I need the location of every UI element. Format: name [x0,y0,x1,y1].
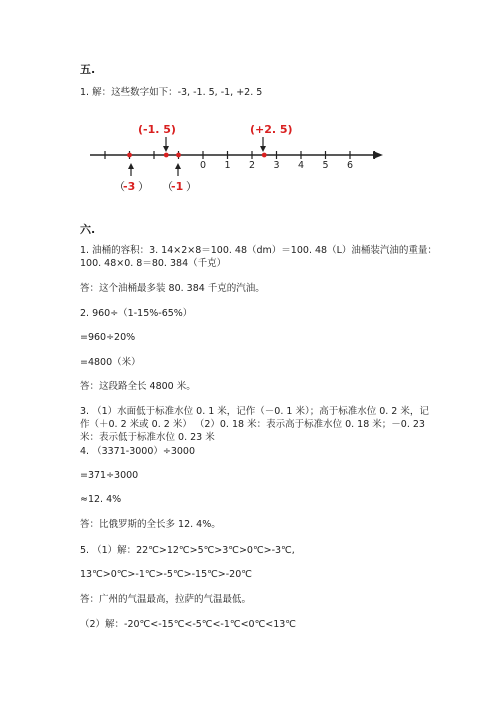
tick-label: 2 [249,160,256,171]
bottom-bracket-close-a: ） [138,180,149,193]
bottom-label-neg-1: -1 [171,180,184,193]
answer-line: 米：表示低于标准水位 0. 23 米 [80,432,215,443]
bottom-arrow-head-a [128,163,134,169]
answer-line: 4. （3371-3000）÷3000 [80,446,196,457]
tick-label: 6 [347,160,354,171]
answer-line: 3. （1）水面低于标准水位 0. 1 米，记作（－0. 1 米）；高于标准水位 0. 2 米，记 [80,406,429,417]
answer-line: （2）解：-20℃<-15℃<-5℃<-1℃<0℃<13℃ [80,619,296,630]
bottom-bracket-open-b: （ [162,180,173,193]
answer-line: ≈12. 4% [80,494,122,505]
answer-line: =371÷3000 [80,470,139,481]
answer-line: 答：比俄罗斯的全长多 12. 4%。 [80,519,221,530]
bottom-bracket-close-b: ） [186,180,197,193]
answer-line: 答：广州的气温最高，拉萨的气温最低。 [80,594,252,605]
answer-line: 13℃>0℃>-1℃>-5℃>-15℃>-20℃ [80,569,252,580]
tick-label: 3 [273,160,280,171]
tick-label: 4 [298,160,305,171]
bottom-label-neg-3: -3 [123,180,136,193]
section-six-heading: 六. [80,223,96,236]
tick-label: 0 [200,160,207,171]
answer-line: 100. 48×0. 8＝80. 384（千克） [80,258,227,269]
number-line [80,118,400,200]
answer-line: 2. 960÷（1-15%-65%） [80,308,193,319]
number-line-point [127,153,132,158]
tick-label: 5 [322,160,329,171]
top-label-pos-2-5: (+2. 5) [250,123,293,136]
top-arrow-head-a [163,146,169,152]
top-label-neg-1-5: (-1. 5) [138,123,176,136]
top-arrow-head-b [260,146,266,152]
number-line-point [176,153,181,158]
answer-line: =960÷20% [80,332,136,343]
answer-line: =4800（米） [80,357,141,368]
number-line-point [164,153,169,158]
number-line-point [262,153,267,158]
answer-line: 5. （1）解：22℃>12℃>5℃>3℃>0℃>-3℃, [80,545,295,556]
bottom-bracket-open-a: （ [114,180,125,193]
answer-line: 作（＋0. 2 米或 0. 2 米） （2）0. 18 米：表示高于标准水位 0. 18 米；－0. 23 [80,419,425,430]
bottom-arrow-head-b [175,163,181,169]
answer-line: 答：这段路全长 4800 米。 [80,381,196,392]
tick-label: 1 [224,160,231,171]
section-five-heading: 五. [80,63,96,76]
answer-line: 1. 油桶的容积：3. 14×2×8＝100. 48（dm）＝100. 48（L）油桶装汽油的重量： [80,245,437,256]
answer-line: 答：这个油桶最多装 80. 384 千克的汽油。 [80,283,265,294]
answer-line: 1. 解：这些数字如下：-3, -1. 5, -1, +2. 5 [80,87,263,98]
